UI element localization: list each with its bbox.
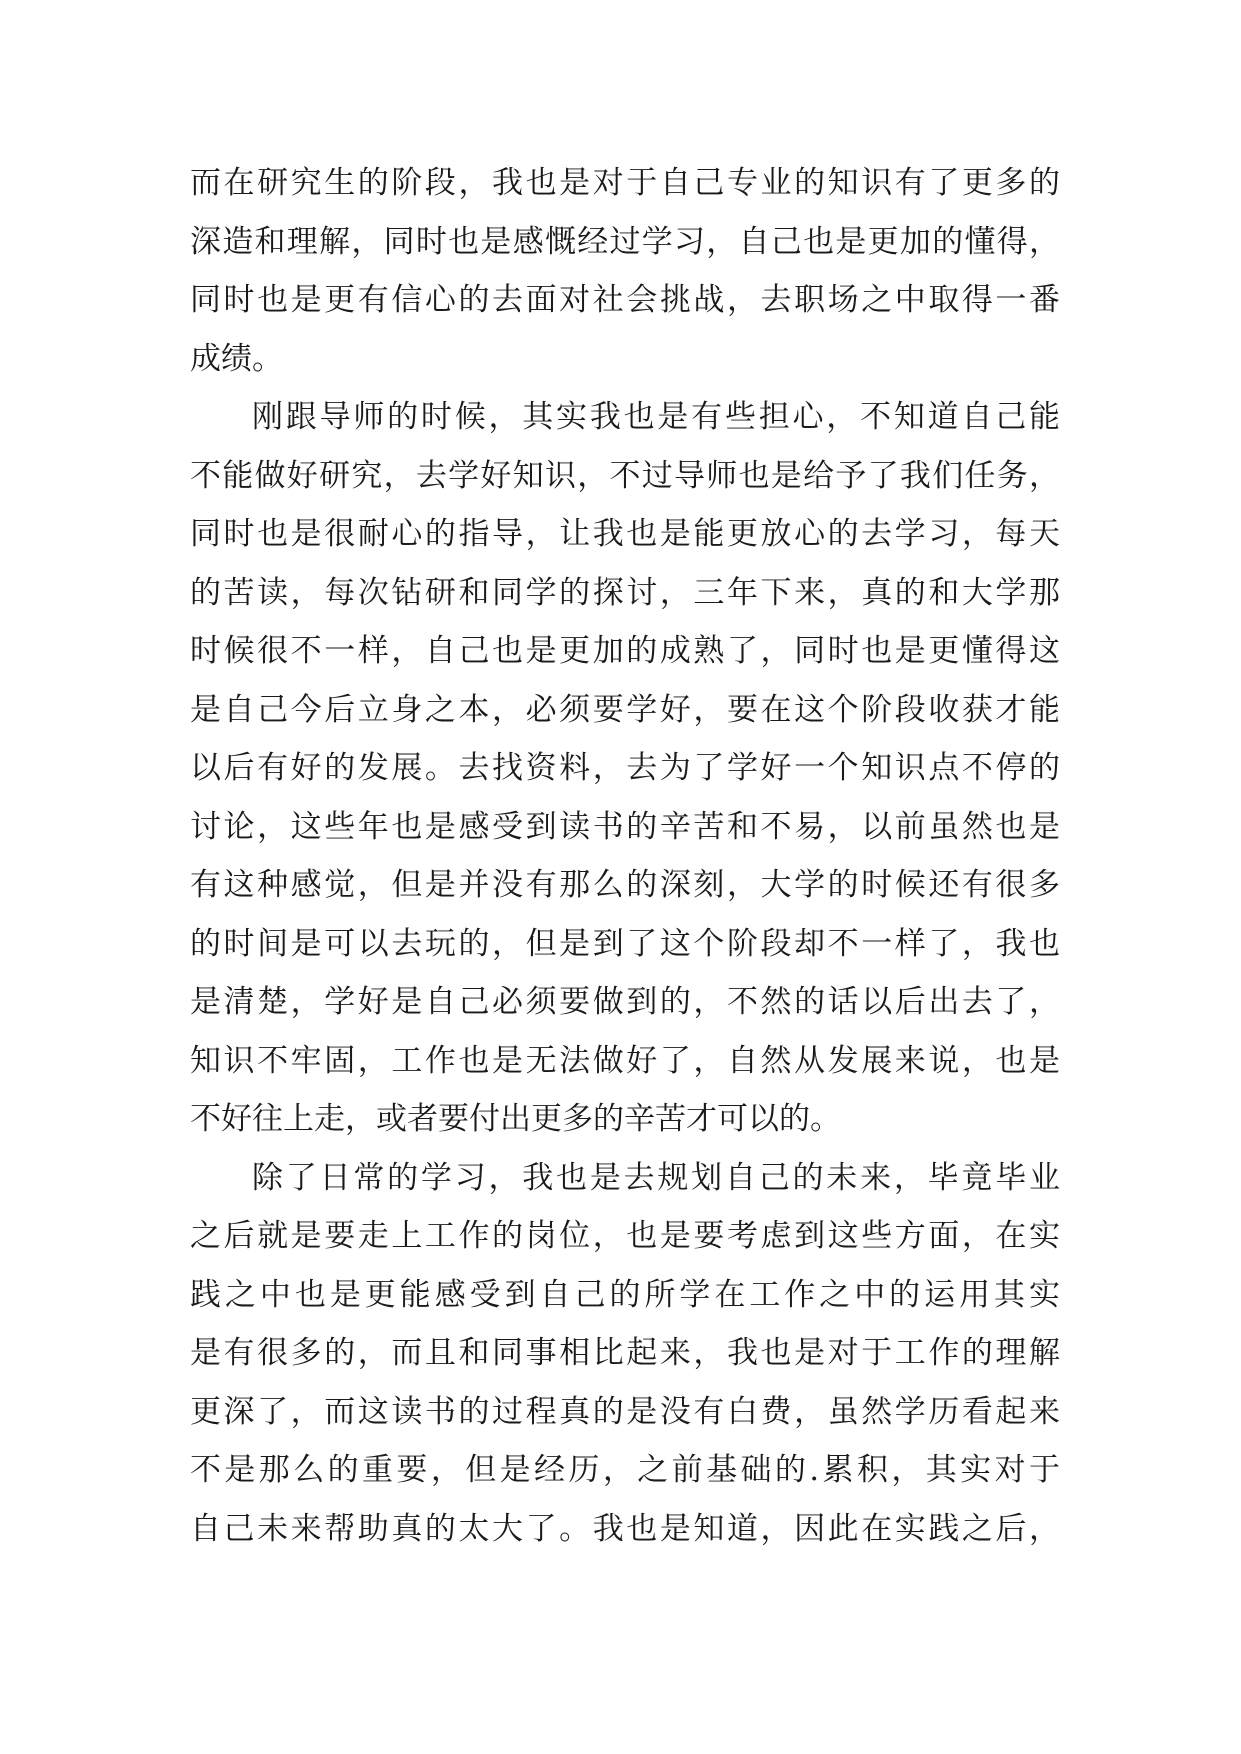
- paragraph-1: [190, 154, 1060, 388]
- text-line: 深造和理解，同时也是感慨经过学习，自己也是更加的懂得，: [190, 223, 1060, 260]
- text-line: 的时间是可以去玩的，但是到了这个阶段却不一样了，我也: [190, 925, 1060, 962]
- text-line: 时候很不一样，自己也是更加的成熟了，同时也是更懂得这: [190, 633, 1060, 669]
- document-body: [190, 154, 1060, 1558]
- text-line: 除了日常的学习，我也是去规划自己的未来，毕竟毕业: [252, 1159, 1060, 1196]
- text-line: 同时也是更有信心的去面对社会挑战，去职场之中取得一番: [190, 282, 1060, 318]
- text-line: 刚跟导师的时候，其实我也是有些担心，不知道自己能: [252, 399, 1060, 435]
- text-line: 是有很多的，而且和同事相比起来，我也是对于工作的理解: [190, 1335, 1060, 1371]
- text-line: 讨论，这些年也是感受到读书的辛苦和不易，以前虽然也是: [190, 808, 1060, 845]
- text-line: 不能做好研究，去学好知识，不过导师也是给予了我们任务，: [190, 457, 1060, 494]
- paragraph-2: [190, 388, 1060, 1149]
- text-line: 同时也是很耐心的指导，让我也是能更放心的去学习，每天: [190, 516, 1060, 552]
- text-line: 有这种感觉，但是并没有那么的深刻，大学的时候还有很多: [190, 867, 1060, 903]
- text-line: 以后有好的发展。去找资料，去为了学好一个知识点不停的: [190, 750, 1060, 786]
- text-line: 是自己今后立身之本，必须要学好，要在这个阶段收获才能: [190, 691, 1060, 728]
- text-line: 知识不牢固，工作也是无法做好了，自然从发展来说，也是: [190, 1042, 1060, 1079]
- text-line: 践之中也是更能感受到自己的所学在工作之中的运用其实: [190, 1276, 1060, 1313]
- text-line: 是清楚，学好是自己必须要做到的，不然的话以后出去了，: [190, 984, 1060, 1020]
- text-line: 自己未来帮助真的太大了。我也是知道，因此在实践之后，: [190, 1510, 1060, 1547]
- text-line: 不是那么的重要，但是经历，之前基础的.累积，其实对于: [190, 1452, 1060, 1488]
- text-line: 成绩。: [190, 340, 283, 377]
- text-line: 的苦读，每次钻研和同学的探讨，三年下来，真的和大学那: [190, 574, 1060, 611]
- text-line: 不好往上走，或者要付出更多的辛苦才可以的。: [190, 1101, 841, 1137]
- text-line: 之后就是要走上工作的岗位，也是要考虑到这些方面，在实: [190, 1218, 1060, 1254]
- text-line: 更深了，而这读书的过程真的是没有白费，虽然学历看起来: [190, 1393, 1060, 1430]
- text-line: 而在研究生的阶段，我也是对于自己专业的知识有了更多的: [190, 165, 1060, 201]
- paragraph-3: [190, 1149, 1060, 1559]
